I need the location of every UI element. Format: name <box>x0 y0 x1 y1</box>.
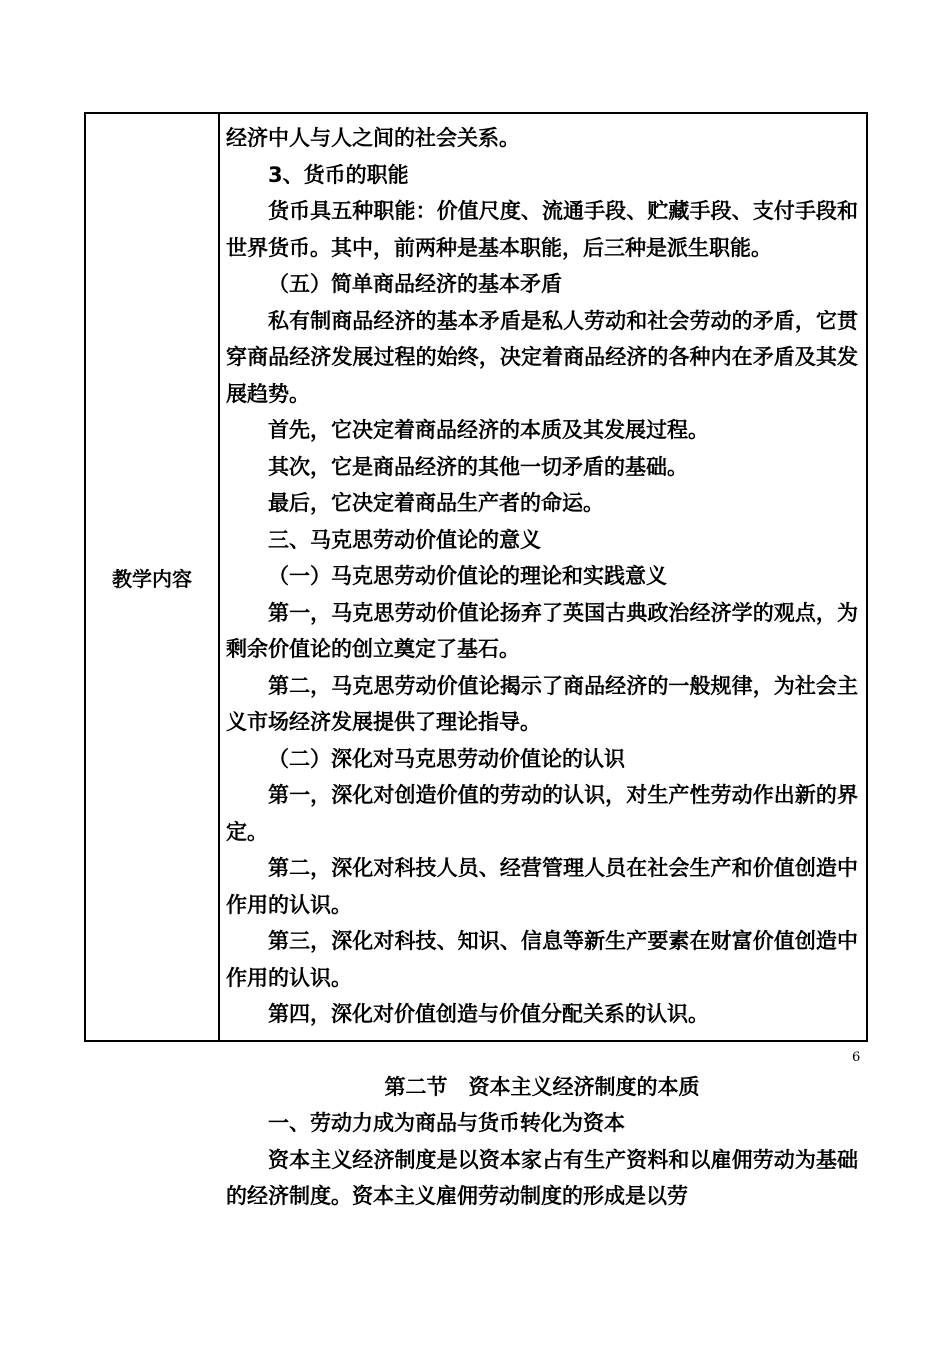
subheading: （五）简单商品经济的基本矛盾 <box>268 272 562 296</box>
subheading: （二）深化对马克思劳动价值论的认识 <box>268 746 625 771</box>
paragraph: 最后，它决定着商品生产者的命运。 <box>268 491 604 515</box>
heading: 三、马克思劳动价值论的意义 <box>268 527 541 552</box>
paragraph: 第一，深化对创造价值的劳动的认识，对生产性劳动作出新的界定。 <box>226 783 858 844</box>
paragraph: 第一，马克思劳动价值论扬弃了英国古典政治经济学的观点，为剩余价值论的创立奠定了基石。 <box>226 600 858 661</box>
paragraph: 第二，深化对科技人员、经营管理人员在社会生产和价值创造中作用的认识。 <box>226 856 858 917</box>
paragraph: 第三，深化对科技、知识、信息等新生产要素在财富价值创造中作用的认识。 <box>226 929 858 990</box>
paragraph: 私有制商品经济的基本矛盾是私人劳动和社会劳动的矛盾，它贯穿商品经济发展过程的始终，决定着商品经济的各种内在矛盾及其发展趋势。 <box>226 308 858 406</box>
paragraph: 货币具五种职能：价值尺度、流通手段、贮藏手段、支付手段和世界货币。其中，前两种是基本职能，后三种是派生职能。 <box>226 199 858 260</box>
subheading: （一）马克思劳动价值论的理论和实践意义 <box>268 564 667 588</box>
page-number: 6 <box>852 1050 861 1065</box>
section-title: 第二节 资本主义经济制度的本质 <box>384 1074 700 1099</box>
heading: 一、劳动力成为商品与货币转化为资本 <box>268 1111 625 1135</box>
label-cell <box>86 114 220 1040</box>
blank-line <box>226 1033 861 1069</box>
content-cell <box>220 114 866 1208</box>
paragraph: 经济中人与人之间的社会关系。 <box>226 126 520 150</box>
paragraph: 其次，它是商品经济的其他一切矛盾的基础。 <box>268 454 688 479</box>
paragraph: 资本主义经济制度是以资本家占有生产资料和以雇佣劳动为基础的经济制度。资本主义雇佣劳动制度的形成是以劳 <box>226 1147 858 1208</box>
paragraph: 首先，它决定着商品经济的本质及其发展过程。 <box>268 418 709 442</box>
paragraph: 第四，深化对价值创造与价值分配关系的认识。 <box>268 1002 709 1026</box>
subheading: 3、货币的职能 <box>268 162 409 187</box>
content-table <box>84 112 868 1208</box>
row-label: 教学内容 <box>112 566 192 591</box>
paragraph: 第二，马克思劳动价值论揭示了商品经济的一般规律，为社会主义市场经济发展提供了理论指导。 <box>226 673 858 734</box>
